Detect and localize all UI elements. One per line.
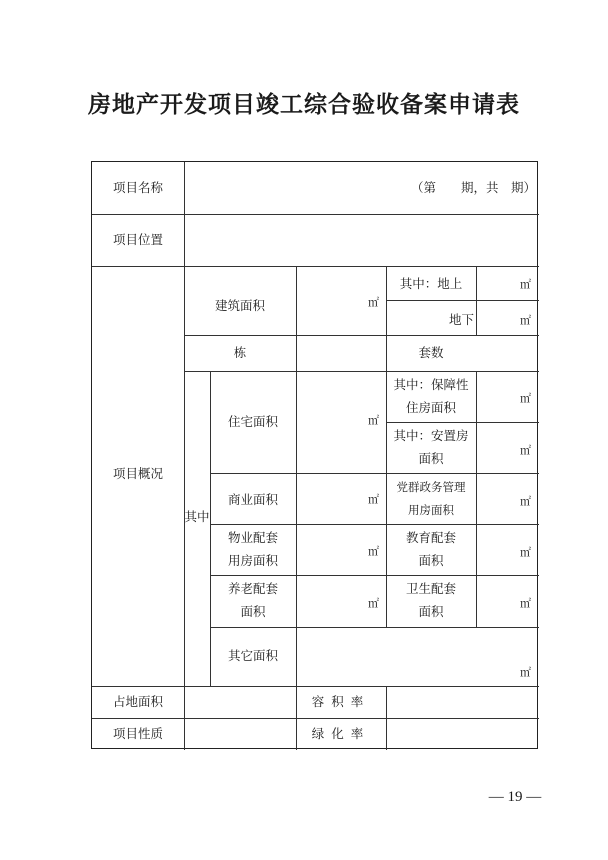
label-education-1: 教育配套	[405, 530, 456, 545]
label-resettlement-2: 面积	[418, 451, 444, 466]
application-form-table	[91, 161, 538, 749]
project-location-input[interactable]	[185, 215, 537, 265]
label-units: 套数	[418, 345, 444, 360]
unit-building-area: ㎡	[368, 296, 379, 309]
unit-above-ground: ㎡	[520, 278, 531, 291]
label-other-area: 其它面积	[227, 648, 278, 663]
label-property-support-1: 物业配套	[227, 530, 278, 545]
unit-residential: ㎡	[368, 414, 379, 427]
label-project-location: 项目位置	[112, 232, 163, 247]
label-elderly-2: 面积	[240, 604, 266, 619]
unit-affordable: ㎡	[520, 392, 531, 405]
label-overview: 项目概况	[112, 466, 163, 481]
unit-health: ㎡	[520, 597, 531, 610]
label-resettlement-1: 其中：安置房	[393, 428, 469, 443]
label-property-support-2: 用房面积	[227, 553, 278, 568]
unit-party-admin: ㎡	[520, 495, 531, 508]
label-affordable-2: 住房面积	[405, 400, 456, 415]
label-green-ratio: 绿化率	[311, 726, 371, 741]
label-above-ground: 其中：地上	[399, 276, 463, 291]
label-party-admin-1: 党群政务管理	[396, 480, 466, 494]
page-title: 房地产开发项目竣工综合验收备案申请表	[88, 91, 520, 118]
label-elderly-1: 养老配套	[227, 581, 278, 596]
label-party-admin-2: 用房面积	[408, 503, 454, 517]
label-below-ground: 地下	[448, 312, 474, 327]
unit-other: ㎡	[520, 666, 531, 679]
label-project-name: 项目名称	[112, 180, 163, 195]
label-health-1: 卫生配套	[405, 581, 456, 596]
label-education-2: 面积	[418, 553, 444, 568]
label-commercial-area: 商业面积	[227, 492, 278, 507]
label-affordable-1: 其中：保障性	[393, 377, 469, 392]
project-name-input[interactable]	[185, 163, 385, 213]
unit-below-ground: ㎡	[520, 314, 531, 327]
page-number: — 19 —	[488, 789, 542, 805]
label-health-2: 面积	[418, 604, 444, 619]
label-land-area: 占地面积	[112, 694, 163, 709]
label-project-nature: 项目性质	[112, 726, 163, 741]
unit-elderly: ㎡	[368, 597, 379, 610]
label-building-area: 建筑面积	[214, 298, 265, 313]
label-plot-ratio: 容积率	[311, 694, 371, 709]
label-residential-area: 住宅面积	[227, 414, 278, 429]
phase-note: （第 期，共 期）	[410, 180, 536, 195]
unit-education: ㎡	[520, 546, 531, 559]
unit-property-support: ㎡	[368, 545, 379, 558]
unit-resettlement: ㎡	[520, 444, 531, 457]
unit-commercial: ㎡	[368, 493, 379, 506]
label-buildings: 栋	[233, 345, 247, 360]
label-of-which: 其中	[184, 509, 210, 524]
